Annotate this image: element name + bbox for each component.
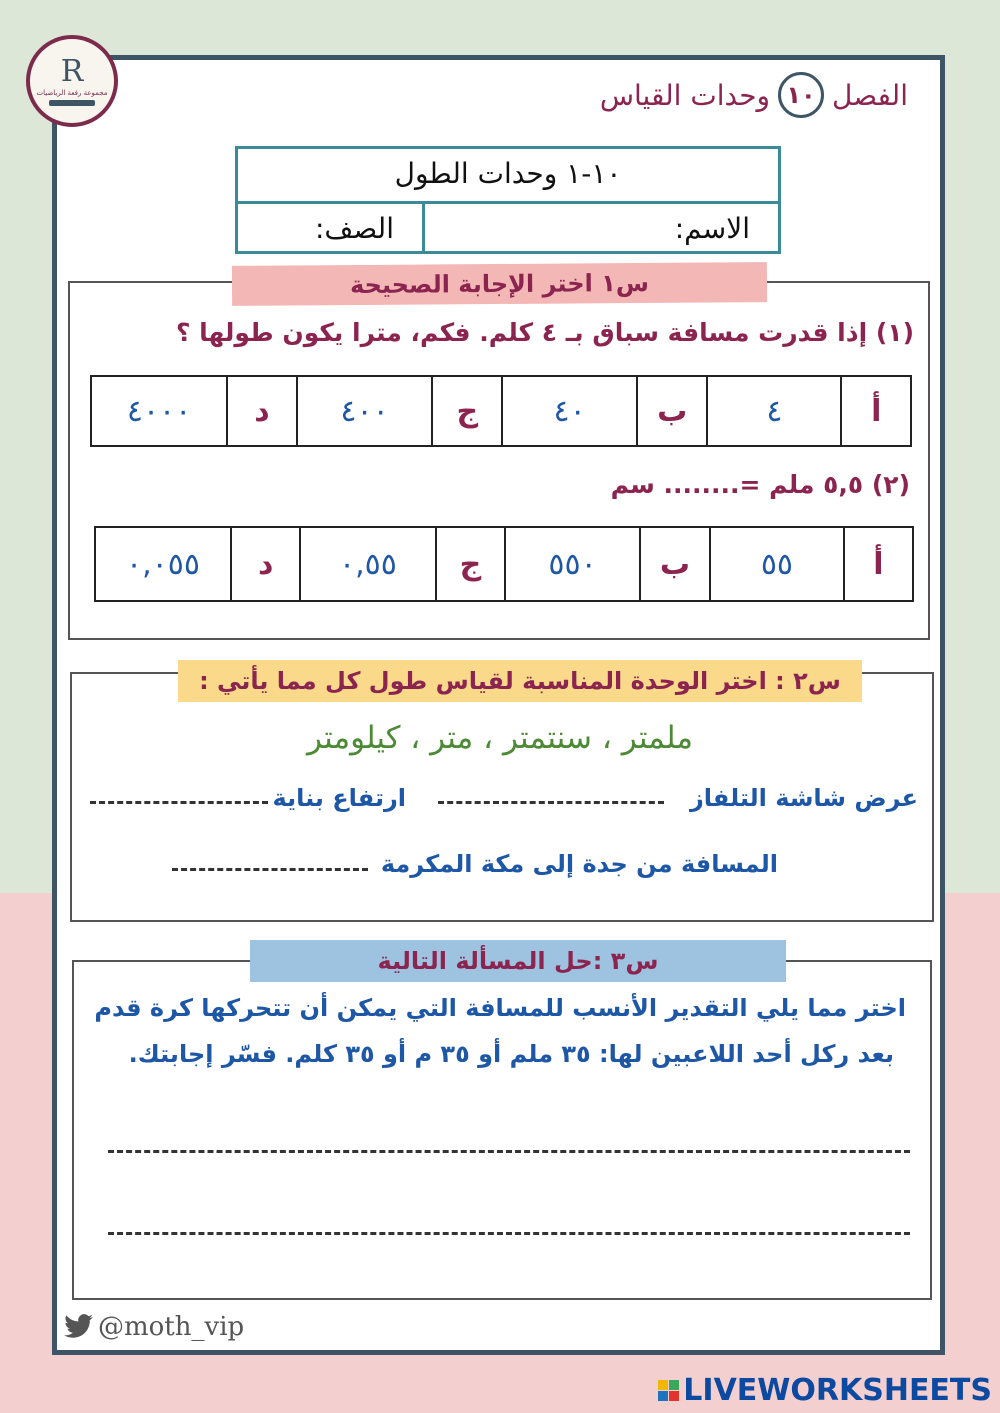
option-letter: د: [231, 527, 300, 601]
option-letter: أ: [844, 527, 913, 601]
q3-text-line2: بعد ركل أحد اللاعبين لها: ٣٥ ملم أو ٣٥ م أو ٣٥ كلم. فسّر إجابتك.: [128, 1040, 894, 1068]
option-letter: ب: [640, 527, 710, 601]
answer-line[interactable]: [438, 801, 664, 804]
q1-banner: س١ اختر الإجابة الصحيحة: [232, 262, 767, 306]
q2-item-tv: عرض شاشة التلفاز: [689, 784, 918, 812]
q3-banner: س٣ :حل المسألة التالية: [250, 940, 786, 982]
option-value[interactable]: ٥٥: [710, 527, 844, 601]
answer-line[interactable]: [108, 1232, 910, 1235]
answer-line[interactable]: [90, 801, 268, 804]
option-value[interactable]: ٤٠٠: [297, 376, 432, 446]
q2-units: ملمتر ، سنتمتر ، متر ، كيلومتر: [307, 720, 693, 756]
q1-item1-options: [90, 375, 912, 447]
option-value[interactable]: ٤: [707, 376, 841, 446]
option-value[interactable]: ٥٥٠: [505, 527, 640, 601]
q2-item-building: ارتفاع بناية: [272, 784, 406, 812]
option-value[interactable]: ٤٠٠٠: [91, 376, 227, 446]
twitter-handle: @moth_vip: [64, 1312, 244, 1342]
q2-item-distance: المسافة من جدة إلى مكة المكرمة: [380, 850, 778, 878]
title-box: [235, 146, 781, 254]
twitter-bird-icon: [64, 1314, 94, 1340]
answer-line[interactable]: [108, 1150, 910, 1153]
chapter-label: الفصل: [832, 78, 908, 112]
option-value[interactable]: ٠,٠٥٥: [95, 527, 231, 601]
option-letter: ب: [637, 376, 707, 446]
chapter-heading: [600, 72, 908, 118]
q1-item2-question: (٢) ٥,٥ ملم =........ سم: [610, 470, 910, 499]
q1-item1-question: (١) إذا قدرت مسافة سباق بـ ٤ كلم. فكم، مترا يكون طولها ؟: [175, 318, 914, 347]
class-field[interactable]: الصف:: [314, 212, 394, 245]
answer-line[interactable]: [172, 868, 368, 871]
chapter-title: وحدات القياس: [599, 78, 771, 112]
q3-text-line1: اختر مما يلي التقدير الأنسب للمسافة التي يمكن أن تتحركها كرة قدم: [94, 994, 906, 1022]
liveworksheets-logo-icon: [658, 1380, 679, 1401]
logo: R مجموعة رفعة الرياضيات: [26, 35, 118, 127]
option-letter: أ: [841, 376, 911, 446]
q1-item2-options: [94, 526, 914, 602]
liveworksheets-brand: LIVEWORKSHEETS: [658, 1373, 992, 1408]
option-letter: ج: [432, 376, 502, 446]
name-field[interactable]: الاسم:: [422, 204, 778, 254]
option-value[interactable]: ٤٠: [502, 376, 637, 446]
option-letter: ج: [436, 527, 506, 601]
option-letter: د: [227, 376, 297, 446]
option-value[interactable]: ٠,٥٥: [300, 527, 435, 601]
lesson-title: ١٠-١ وحدات الطول: [238, 149, 778, 204]
chapter-number: ١٠: [778, 72, 824, 118]
q2-banner: س٢ : اختر الوحدة المناسبة لقياس طول كل مما يأتي :: [178, 660, 862, 702]
